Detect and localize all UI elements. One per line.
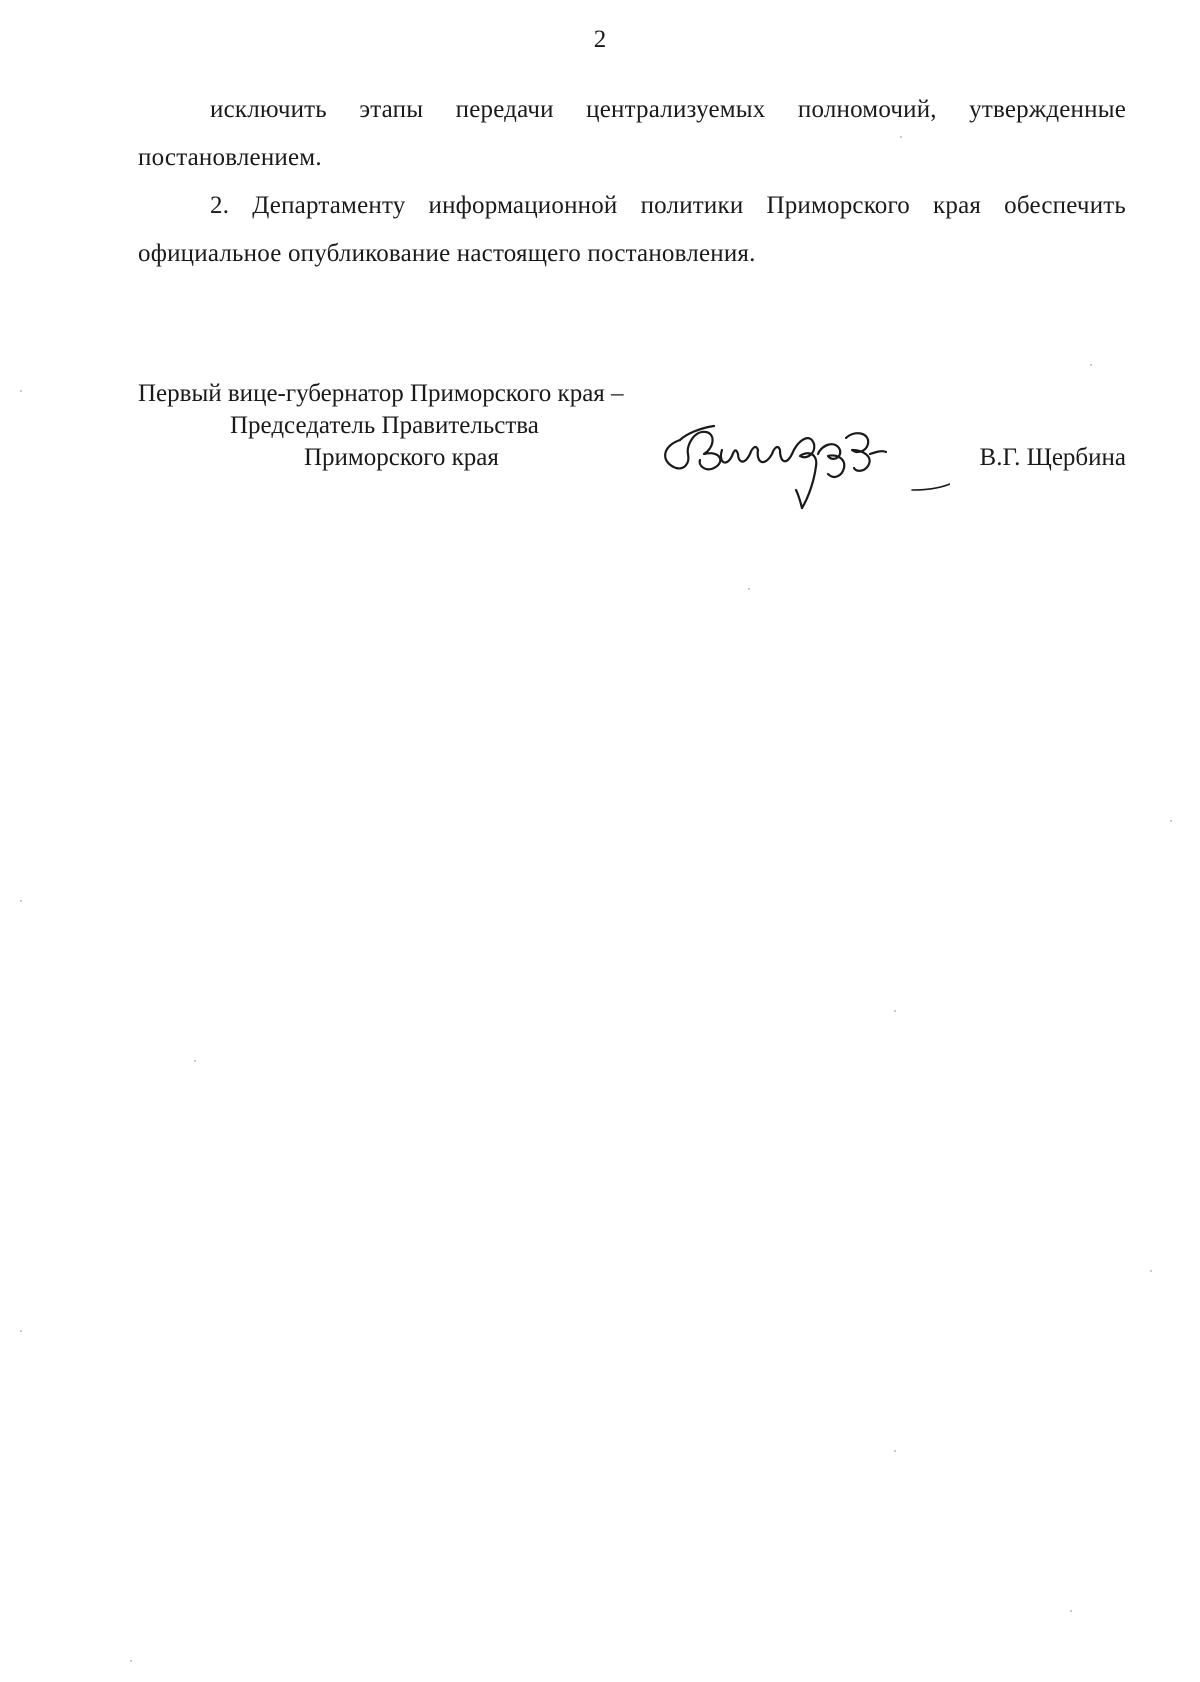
signer-name: В.Г. Щербина bbox=[979, 444, 1126, 471]
signer-position-line-3: Приморского края bbox=[304, 444, 499, 471]
page-number: 2 bbox=[593, 26, 607, 53]
paragraph-text: Департаменту информационной политики Приморского края обеспечить официальное опубликование настоящего постановления. bbox=[138, 192, 1126, 267]
signer-position-line-2: Председатель Правительства bbox=[230, 412, 539, 439]
document-body bbox=[138, 86, 1126, 278]
paragraph-text: исключить этапы передачи централизуемых полномочий, утвержденные постановлением. bbox=[138, 96, 1126, 171]
scan-speck bbox=[1070, 1610, 1072, 1612]
scan-speck bbox=[130, 1660, 132, 1662]
scan-speck bbox=[20, 900, 22, 902]
paragraph-item-2 bbox=[138, 182, 1126, 278]
scan-speck bbox=[748, 588, 750, 590]
scan-speck bbox=[1090, 364, 1092, 366]
scan-speck bbox=[20, 390, 22, 392]
handwritten-signature-icon bbox=[650, 410, 950, 510]
signer-position-line-1: Первый вице-губернатор Приморского края – bbox=[138, 380, 624, 407]
scan-speck bbox=[900, 136, 902, 138]
paragraph-number: 2. bbox=[210, 192, 230, 219]
signature-block bbox=[138, 380, 1126, 510]
paragraph-continuation bbox=[138, 86, 1126, 182]
scan-speck bbox=[194, 1060, 196, 1062]
scan-speck bbox=[20, 1330, 22, 1332]
scan-speck bbox=[1170, 820, 1172, 822]
scan-speck bbox=[894, 1010, 896, 1012]
scan-speck bbox=[894, 1450, 896, 1452]
scan-speck bbox=[1150, 1270, 1152, 1272]
